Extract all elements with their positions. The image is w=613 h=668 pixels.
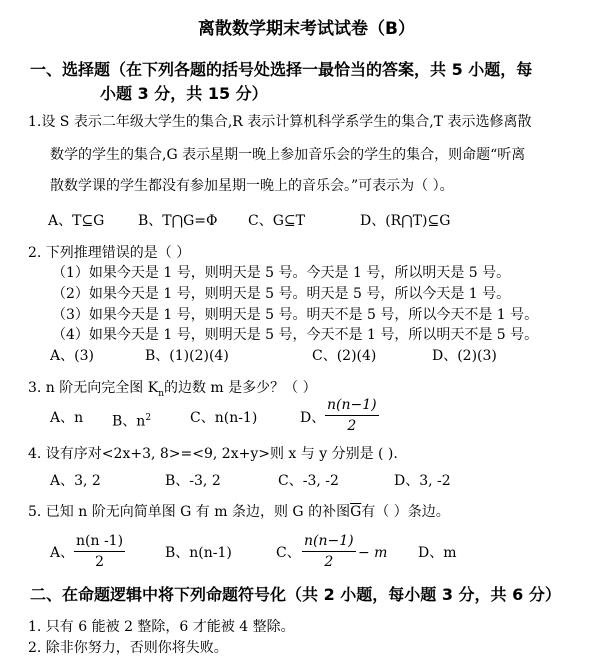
q2-item-3: （3）如果今天是 1 号，则明天是 5 号。明天不是 5 号，所以今天不是 1 号。 (52, 307, 539, 323)
q3-option-b-sup: 2 (145, 413, 152, 423)
q5-option-c-label: C、 (276, 545, 301, 561)
q3-stem-sub: n (158, 388, 164, 399)
q3-stem-post: 的边数 m 是多少？（ ） (163, 380, 317, 396)
q3-option-c: C、n(n-1) (190, 410, 258, 426)
exam-title: 离散数学期末考试试卷（B） (198, 19, 415, 39)
q1-stem-line3: 散数学课的学生都没有参加星期一晚上的音乐会。”可表示为（ ）。 (50, 178, 454, 194)
q2-option-a: A、(3) (50, 348, 94, 364)
q1-option-d: D、(R⋂T)⊆G (360, 213, 451, 229)
q5-option-a-fraction (74, 532, 125, 571)
q1-stem-line1: 1.设 S 表示二年级大学生的集合,R 表示计算机科学系学生的集合,T 表示选修离散 (28, 114, 532, 130)
q5-stem (28, 502, 450, 522)
q3-option-d-numerator: n(n−1) (325, 396, 379, 416)
q5-complement-graph: $\overline{G}$ (350, 504, 362, 520)
q5-stem-pre: 5. 已知 n 阶无向简单图 G 有 m 条边，则 G 的补图 (28, 504, 351, 520)
q3-option-d-denominator: 2 (347, 418, 357, 434)
q2-item-2: （2）如果今天是 1 号，则明天是 5 号。明天是 5 号，所以今天是 1 号。 (52, 286, 511, 302)
q3-option-d-label: D、 (300, 410, 326, 426)
q5-option-c-numerator: n(n−1) (302, 532, 356, 552)
q3-option-b-base: B、n (112, 413, 146, 430)
q3-option-d-fraction (325, 396, 379, 435)
q5-option-a-numerator: n(n -1) (74, 532, 125, 552)
q5-stem-post: 有（ ）条边。 (361, 504, 450, 520)
q2-item-4: （4）如果今天是 1 号，则明天是 5 号，今天不是 1 号，所以明天不是 5 号。 (52, 327, 539, 343)
q1-option-a: A、T⊆G (48, 213, 105, 229)
q2-stem: 2. 下列推理错误的是（ ） (28, 245, 191, 261)
q5-option-c-denominator: 2 (324, 554, 334, 570)
section1-heading-line2: 小题 3 分，共 15 分） (100, 84, 268, 103)
q4-option-c: C、-3, -2 (278, 473, 339, 489)
q4-option-d: D、3, -2 (394, 473, 451, 489)
q5-option-d: D、m (418, 545, 457, 561)
section1-heading-line1: 一、选择题（在下列各题的括号处选择一最恰当的答案，共 5 小题，每 (30, 60, 533, 79)
q5-option-c-tail: − m (358, 545, 388, 561)
q3-option-b (112, 408, 151, 432)
q4-option-a: A、3, 2 (50, 473, 101, 489)
q2-option-b: B、(1)(2)(4) (145, 348, 229, 364)
q5-option-a-label: A、 (50, 545, 75, 561)
q4-stem: 4. 设有序对<2x+3, 8>=<9, 2x+y>则 x 与 y 分别是 ( ). (28, 446, 398, 462)
section2-item-1: 1. 只有 6 能被 2 整除，6 才能被 4 整除。 (28, 619, 295, 635)
q1-stem-line2: 数学的学生的集合,G 表示星期一晚上参加音乐会的学生的集合，则命题“听离 (50, 147, 526, 163)
q2-option-c: C、(2)(4) (312, 348, 377, 364)
q1-option-c: C、G⊆T (248, 213, 305, 229)
q3-stem (28, 378, 317, 404)
q5-option-a-denominator: 2 (95, 554, 104, 570)
q2-item-1: （1）如果今天是 1 号，则明天是 5 号。今天是 1 号，所以明天是 5 号。 (52, 265, 511, 281)
q3-stem-pre: 3. n 阶无向完全图 K (28, 380, 159, 396)
section2-item-2: 2. 除非你努力，否则你将失败。 (28, 640, 228, 656)
q5-option-c-fraction (302, 532, 356, 571)
q1-option-b: B、T⋂G=Φ (138, 213, 218, 229)
q3-option-a: A、n (50, 410, 84, 426)
section2-heading: 二、在命题逻辑中将下列命题符号化（共 2 小题，每小题 3 分，共 6 分） (30, 585, 561, 604)
q4-option-b: B、-3, 2 (165, 473, 221, 489)
q2-option-d: D、(2)(3) (432, 348, 497, 364)
q5-option-b: B、n(n-1) (165, 545, 232, 561)
